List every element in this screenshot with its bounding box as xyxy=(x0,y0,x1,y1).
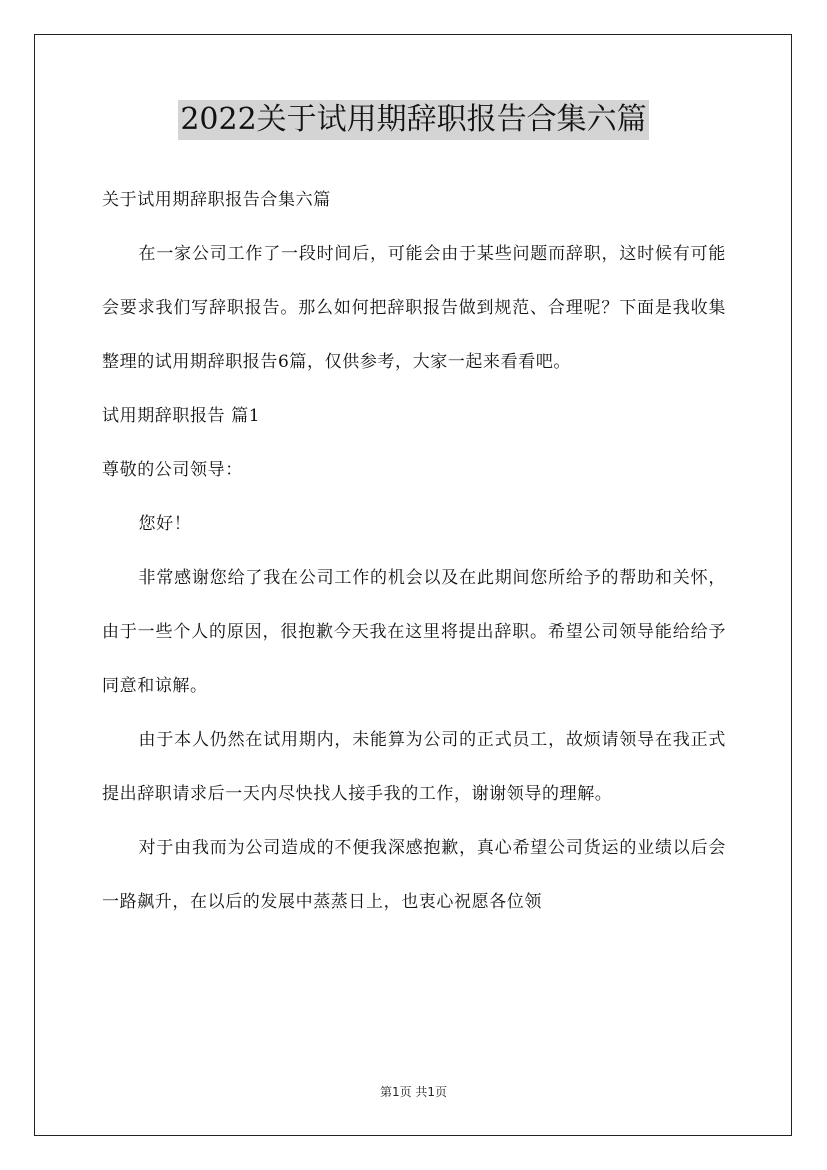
section-heading: 试用期辞职报告 篇1 xyxy=(102,406,261,426)
document-body xyxy=(102,173,726,929)
document-title-wrapper xyxy=(0,100,827,140)
greeting: 您好！ xyxy=(138,514,192,534)
body-paragraph: 对于由我而为公司造成的不便我深感抱歉，真心希望公司货运的业绩以后会一路飙升，在以后的发展中蒸蒸日上，也衷心祝愿各位领 xyxy=(102,838,726,912)
document-title: 2022关于试用期辞职报告合集六篇 xyxy=(178,100,648,140)
salutation: 尊敬的公司领导： xyxy=(102,460,243,480)
body-paragraph: 非常感谢您给了我在公司工作的机会以及在此期间您所给予的帮助和关怀，由于一些个人的原因，很抱歉今天我在这里将提出辞职。希望公司领导能给给予同意和谅解。 xyxy=(102,568,726,696)
body-paragraph: 由于本人仍然在试用期内，未能算为公司的正式员工，故烦请领导在我正式提出辞职请求后一天内尽快找人接手我的工作，谢谢领导的理解。 xyxy=(102,730,726,804)
body-paragraph: 在一家公司工作了一段时间后，可能会由于某些问题而辞职，这时候有可能会要求我们写辞职报告。那么如何把辞职报告做到规范、合理呢？下面是我收集整理的试用期辞职报告6篇，仅供参考，大家一起来看看吧。 xyxy=(102,244,726,372)
body-paragraph: 关于试用期辞职报告合集六篇 xyxy=(102,190,331,210)
page-number-footer: 第1页 共1页 xyxy=(379,1085,448,1099)
